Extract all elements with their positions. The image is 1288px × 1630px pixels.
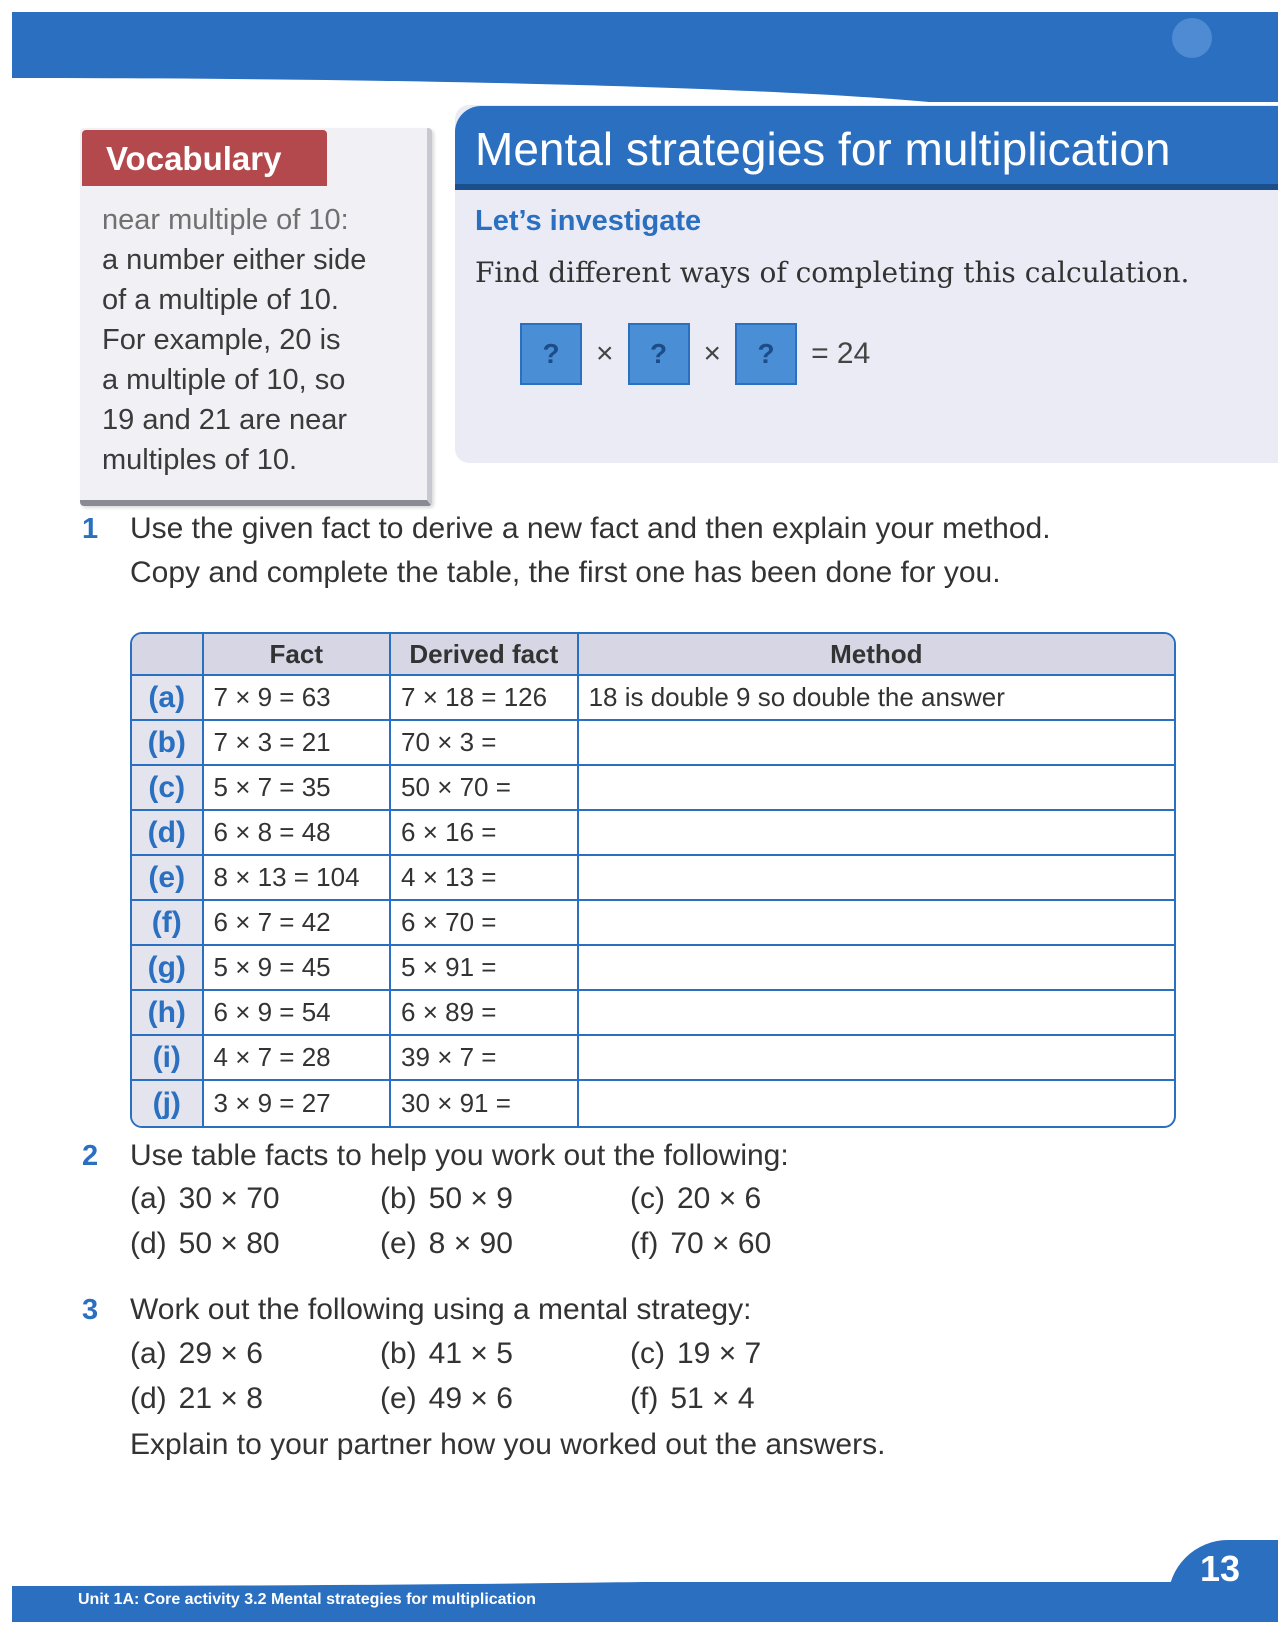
table-row: [132, 946, 1174, 991]
derived-fact-cell: 7 × 18 = 126: [391, 676, 579, 721]
table-row: [132, 721, 1174, 766]
definition-line: a number either side: [102, 244, 367, 276]
fact-cell: 5 × 9 = 45: [204, 946, 392, 991]
option-item: [380, 1227, 630, 1261]
derived-fact-cell: 6 × 70 =: [391, 901, 579, 946]
option-expression: 70 × 60: [670, 1227, 772, 1260]
table-header-row: [132, 634, 1174, 676]
option-label: (b): [380, 1337, 417, 1370]
row-label: (j): [132, 1081, 204, 1126]
option-label: (b): [380, 1182, 417, 1215]
option-label: (c): [630, 1182, 665, 1215]
option-item: [130, 1227, 380, 1261]
page-title: Mental strategies for multiplication: [475, 123, 1171, 175]
fact-cell: 3 × 9 = 27: [204, 1081, 392, 1126]
table-row: [132, 811, 1174, 856]
fact-cell: 6 × 7 = 42: [204, 901, 392, 946]
vocabulary-tab: Vocabulary: [82, 130, 327, 186]
header-fact: Fact: [204, 634, 392, 676]
option-item: [380, 1182, 630, 1216]
table-row: [132, 766, 1174, 811]
derived-fact-cell: 6 × 89 =: [391, 991, 579, 1036]
header-blank: [132, 634, 204, 676]
row-label: (d): [132, 811, 204, 856]
definition-line: 19 and 21 are near: [102, 404, 348, 436]
definition-line: For example, 20 is: [102, 324, 341, 356]
row-label: (f): [132, 901, 204, 946]
table-row: [132, 676, 1174, 721]
fact-cell: 7 × 3 = 21: [204, 721, 392, 766]
table-row: [132, 991, 1174, 1036]
calculation-puzzle: [520, 322, 884, 386]
derived-fact-cell: 6 × 16 =: [391, 811, 579, 856]
decorative-circle: [1172, 18, 1212, 58]
table-row: [132, 1081, 1174, 1126]
option-item: [380, 1337, 630, 1371]
question-2-number: 2: [82, 1140, 99, 1172]
option-item: [130, 1182, 380, 1216]
option-label: (e): [380, 1382, 417, 1415]
row-label: (g): [132, 946, 204, 991]
option-item: [130, 1337, 380, 1371]
option-item: [630, 1182, 880, 1216]
row-label: (b): [132, 721, 204, 766]
derived-fact-cell: 50 × 70 =: [391, 766, 579, 811]
definition-line: multiples of 10.: [102, 444, 298, 476]
option-expression: 29 × 6: [178, 1337, 263, 1370]
option-expression: 41 × 5: [428, 1337, 513, 1370]
question-1-number: 1: [82, 513, 99, 545]
option-item: [630, 1337, 880, 1371]
option-label: (f): [630, 1382, 659, 1415]
fact-cell: 7 × 9 = 63: [204, 676, 392, 721]
times-sign: ×: [703, 337, 722, 370]
method-cell: [579, 946, 1174, 991]
option-item: [630, 1382, 880, 1416]
option-expression: 49 × 6: [428, 1382, 513, 1415]
fact-cell: 5 × 7 = 35: [204, 766, 392, 811]
fact-cell: 4 × 7 = 28: [204, 1036, 392, 1081]
question-2-row-2: [130, 1227, 880, 1261]
method-cell: [579, 766, 1174, 811]
option-label: (a): [130, 1337, 167, 1370]
option-label: (d): [130, 1382, 167, 1415]
question-3-text: Work out the following using a mental strategy:: [130, 1293, 752, 1326]
unknown-box: ?: [520, 323, 582, 385]
option-expression: 30 × 70: [178, 1182, 280, 1215]
option-label: (e): [380, 1227, 417, 1260]
investigate-instruction: Find different ways of completing this calculation.: [475, 256, 1190, 289]
row-label: (h): [132, 991, 204, 1036]
definition-line: of a multiple of 10.: [102, 284, 339, 316]
derived-fact-cell: 5 × 91 =: [391, 946, 579, 991]
method-cell: [579, 856, 1174, 901]
table-row: [132, 856, 1174, 901]
question-1-line-2: Copy and complete the table, the first one has been done for you.: [130, 556, 1001, 589]
option-expression: 50 × 80: [178, 1227, 280, 1260]
option-expression: 20 × 6: [676, 1182, 762, 1215]
question-1-line-1: Use the given fact to derive a new fact and then explain your method.: [130, 512, 1051, 545]
question-3-closing: Explain to your partner how you worked out the answers.: [130, 1428, 886, 1461]
derived-fact-cell: 39 × 7 =: [391, 1036, 579, 1081]
unknown-box: ?: [628, 323, 690, 385]
question-3-number: 3: [82, 1294, 99, 1326]
page-number: 13: [1200, 1548, 1241, 1589]
fact-cell: 6 × 8 = 48: [204, 811, 392, 856]
option-label: (a): [130, 1182, 167, 1215]
option-expression: 51 × 4: [670, 1382, 755, 1415]
facts-table: [130, 632, 1176, 1128]
question-2-row-1: [130, 1182, 880, 1216]
investigate-heading: Let’s investigate: [475, 205, 702, 237]
method-cell: [579, 901, 1174, 946]
method-cell: [579, 721, 1174, 766]
table-row: [132, 1036, 1174, 1081]
option-item: [630, 1227, 880, 1261]
derived-fact-cell: 4 × 13 =: [391, 856, 579, 901]
option-label: (d): [130, 1227, 167, 1260]
fact-cell: 8 × 13 = 104: [204, 856, 392, 901]
vocabulary-definition: [102, 200, 422, 480]
method-cell: [579, 991, 1174, 1036]
table-row: [132, 901, 1174, 946]
option-item: [130, 1382, 380, 1416]
question-3-row-1: [130, 1337, 880, 1371]
question-3-row-2: [130, 1382, 880, 1416]
row-label: (a): [132, 676, 204, 721]
row-label: (i): [132, 1036, 204, 1081]
header-method: Method: [579, 634, 1174, 676]
method-cell: [579, 1036, 1174, 1081]
option-expression: 8 × 90: [428, 1227, 513, 1260]
method-cell: [579, 1081, 1174, 1126]
method-cell: 18 is double 9 so double the answer: [579, 676, 1174, 721]
definition-line: a multiple of 10, so: [102, 364, 346, 396]
method-cell: [579, 811, 1174, 856]
row-label: (e): [132, 856, 204, 901]
question-2-text: Use table facts to help you work out the following:: [130, 1139, 789, 1172]
footer-unit-text: Unit 1A: Core activity 3.2 Mental strategies for multiplication: [78, 1591, 536, 1608]
option-expression: 19 × 7: [676, 1337, 762, 1370]
derived-fact-cell: 70 × 3 =: [391, 721, 579, 766]
header-derived-fact: Derived fact: [391, 634, 579, 676]
option-expression: 50 × 9: [428, 1182, 513, 1215]
option-label: (f): [630, 1227, 659, 1260]
row-label: (c): [132, 766, 204, 811]
times-sign: ×: [596, 337, 614, 370]
option-item: [380, 1382, 630, 1416]
option-label: (c): [630, 1337, 665, 1370]
option-expression: 21 × 8: [178, 1382, 263, 1415]
unknown-box: ?: [735, 323, 797, 385]
fact-cell: 6 × 9 = 54: [204, 991, 392, 1036]
vocabulary-term: near multiple of 10:: [102, 204, 349, 236]
calculation-result: = 24: [811, 337, 871, 370]
derived-fact-cell: 30 × 91 =: [391, 1081, 579, 1126]
